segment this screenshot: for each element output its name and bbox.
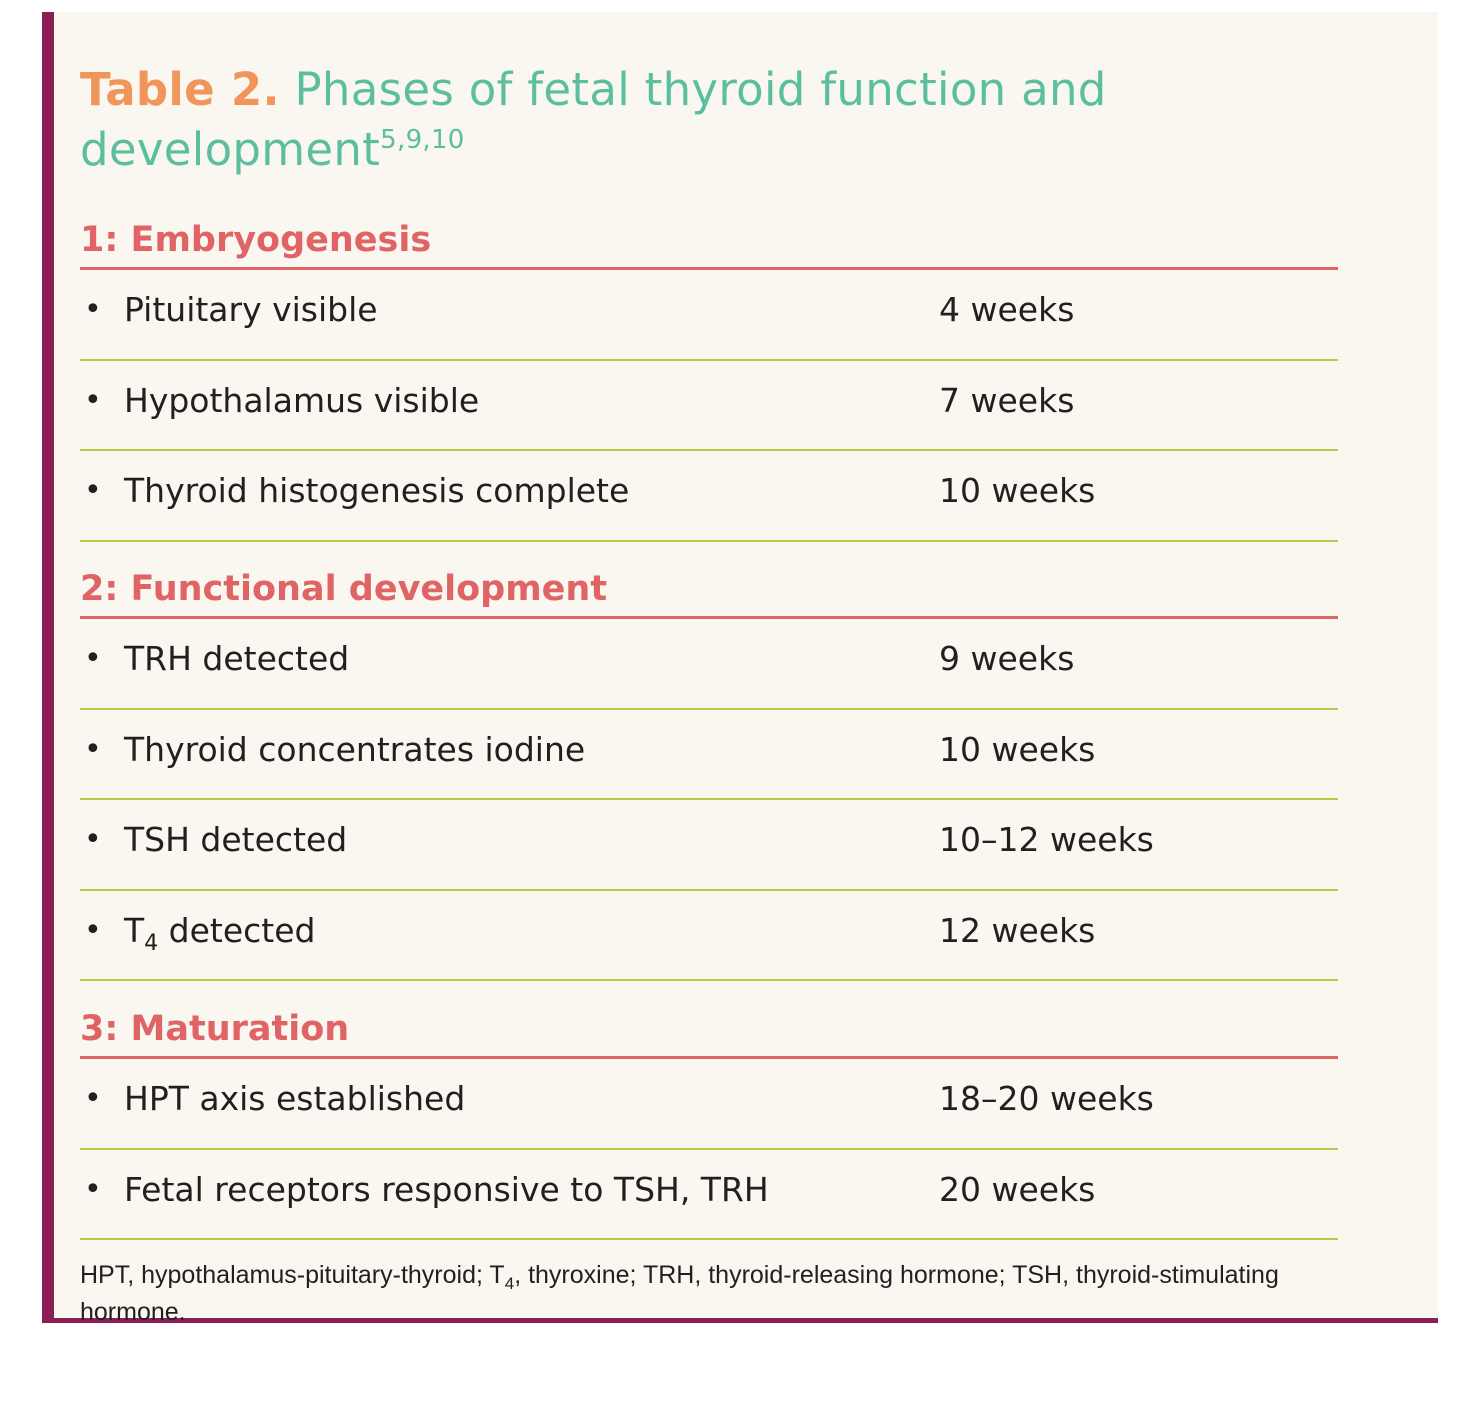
gestational-age: 10 weeks — [939, 729, 1096, 769]
table-row — [80, 800, 1338, 891]
table-row — [80, 451, 1338, 542]
table-row — [80, 361, 1338, 452]
phase-embryogenesis — [80, 211, 1338, 542]
label-subscript: 4 — [144, 930, 159, 956]
table-row — [80, 1150, 1338, 1241]
bullet: • — [84, 473, 102, 508]
bullet: • — [84, 292, 102, 327]
bullet: • — [84, 912, 102, 948]
footnote-subscript: 4 — [504, 1274, 515, 1293]
bullet: • — [84, 641, 102, 676]
footnote-part2: , thyroxine; TRH, thyroid-releasing hormone; TSH, thyroid-stimulating hormone. — [80, 1261, 1279, 1326]
table-row — [80, 270, 1338, 361]
gestational-age: 10 weeks — [939, 471, 1096, 510]
milestone-label — [124, 910, 316, 956]
phase-heading: 2: Functional development — [80, 560, 1338, 619]
phase-heading: 3: Maturation — [80, 1000, 1338, 1059]
table-row — [80, 710, 1338, 801]
gestational-age: 12 weeks — [939, 910, 1096, 950]
gestational-age: 18–20 weeks — [939, 1079, 1154, 1118]
milestone-label: Thyroid histogenesis complete — [124, 471, 630, 510]
reference-superscript: 5,9,10 — [380, 125, 465, 155]
phase-functional-development — [80, 560, 1338, 981]
milestone-label: TSH detected — [124, 820, 348, 859]
table-row — [80, 619, 1338, 710]
table-number: Table 2. — [80, 63, 280, 116]
bullet: • — [84, 382, 102, 418]
milestone-label: Hypothalamus visible — [124, 380, 480, 420]
milestone-label: Pituitary visible — [124, 290, 378, 329]
bullet: • — [84, 731, 102, 767]
bullet: • — [84, 1081, 102, 1116]
milestone-label: Thyroid concentrates iodine — [124, 729, 586, 769]
milestone-label: TRH detected — [124, 639, 350, 678]
phase-heading: 1: Embryogenesis — [80, 211, 1338, 270]
label-prefix: T — [124, 910, 145, 950]
bullet: • — [84, 1171, 102, 1207]
milestone-label: Fetal receptors responsive to TSH, TRH — [124, 1169, 769, 1209]
table-row — [80, 1059, 1338, 1150]
gestational-age: 9 weeks — [939, 639, 1075, 678]
gestational-age: 10–12 weeks — [939, 820, 1154, 859]
gestational-age: 4 weeks — [939, 290, 1075, 329]
gestational-age: 20 weeks — [939, 1169, 1096, 1209]
table-caption: Phases of fetal thyroid function and development — [80, 63, 1107, 176]
milestone-label: HPT axis established — [124, 1079, 466, 1118]
gestational-age: 7 weeks — [939, 380, 1075, 420]
footnote-part1: HPT, hypothalamus-pituitary-thyroid; T — [80, 1261, 505, 1289]
label-rest: detected — [158, 910, 316, 950]
phase-maturation — [80, 1000, 1338, 1240]
table-title — [80, 60, 1210, 180]
bullet: • — [84, 822, 102, 857]
table-footnote — [80, 1257, 1330, 1331]
table-row — [80, 891, 1338, 982]
